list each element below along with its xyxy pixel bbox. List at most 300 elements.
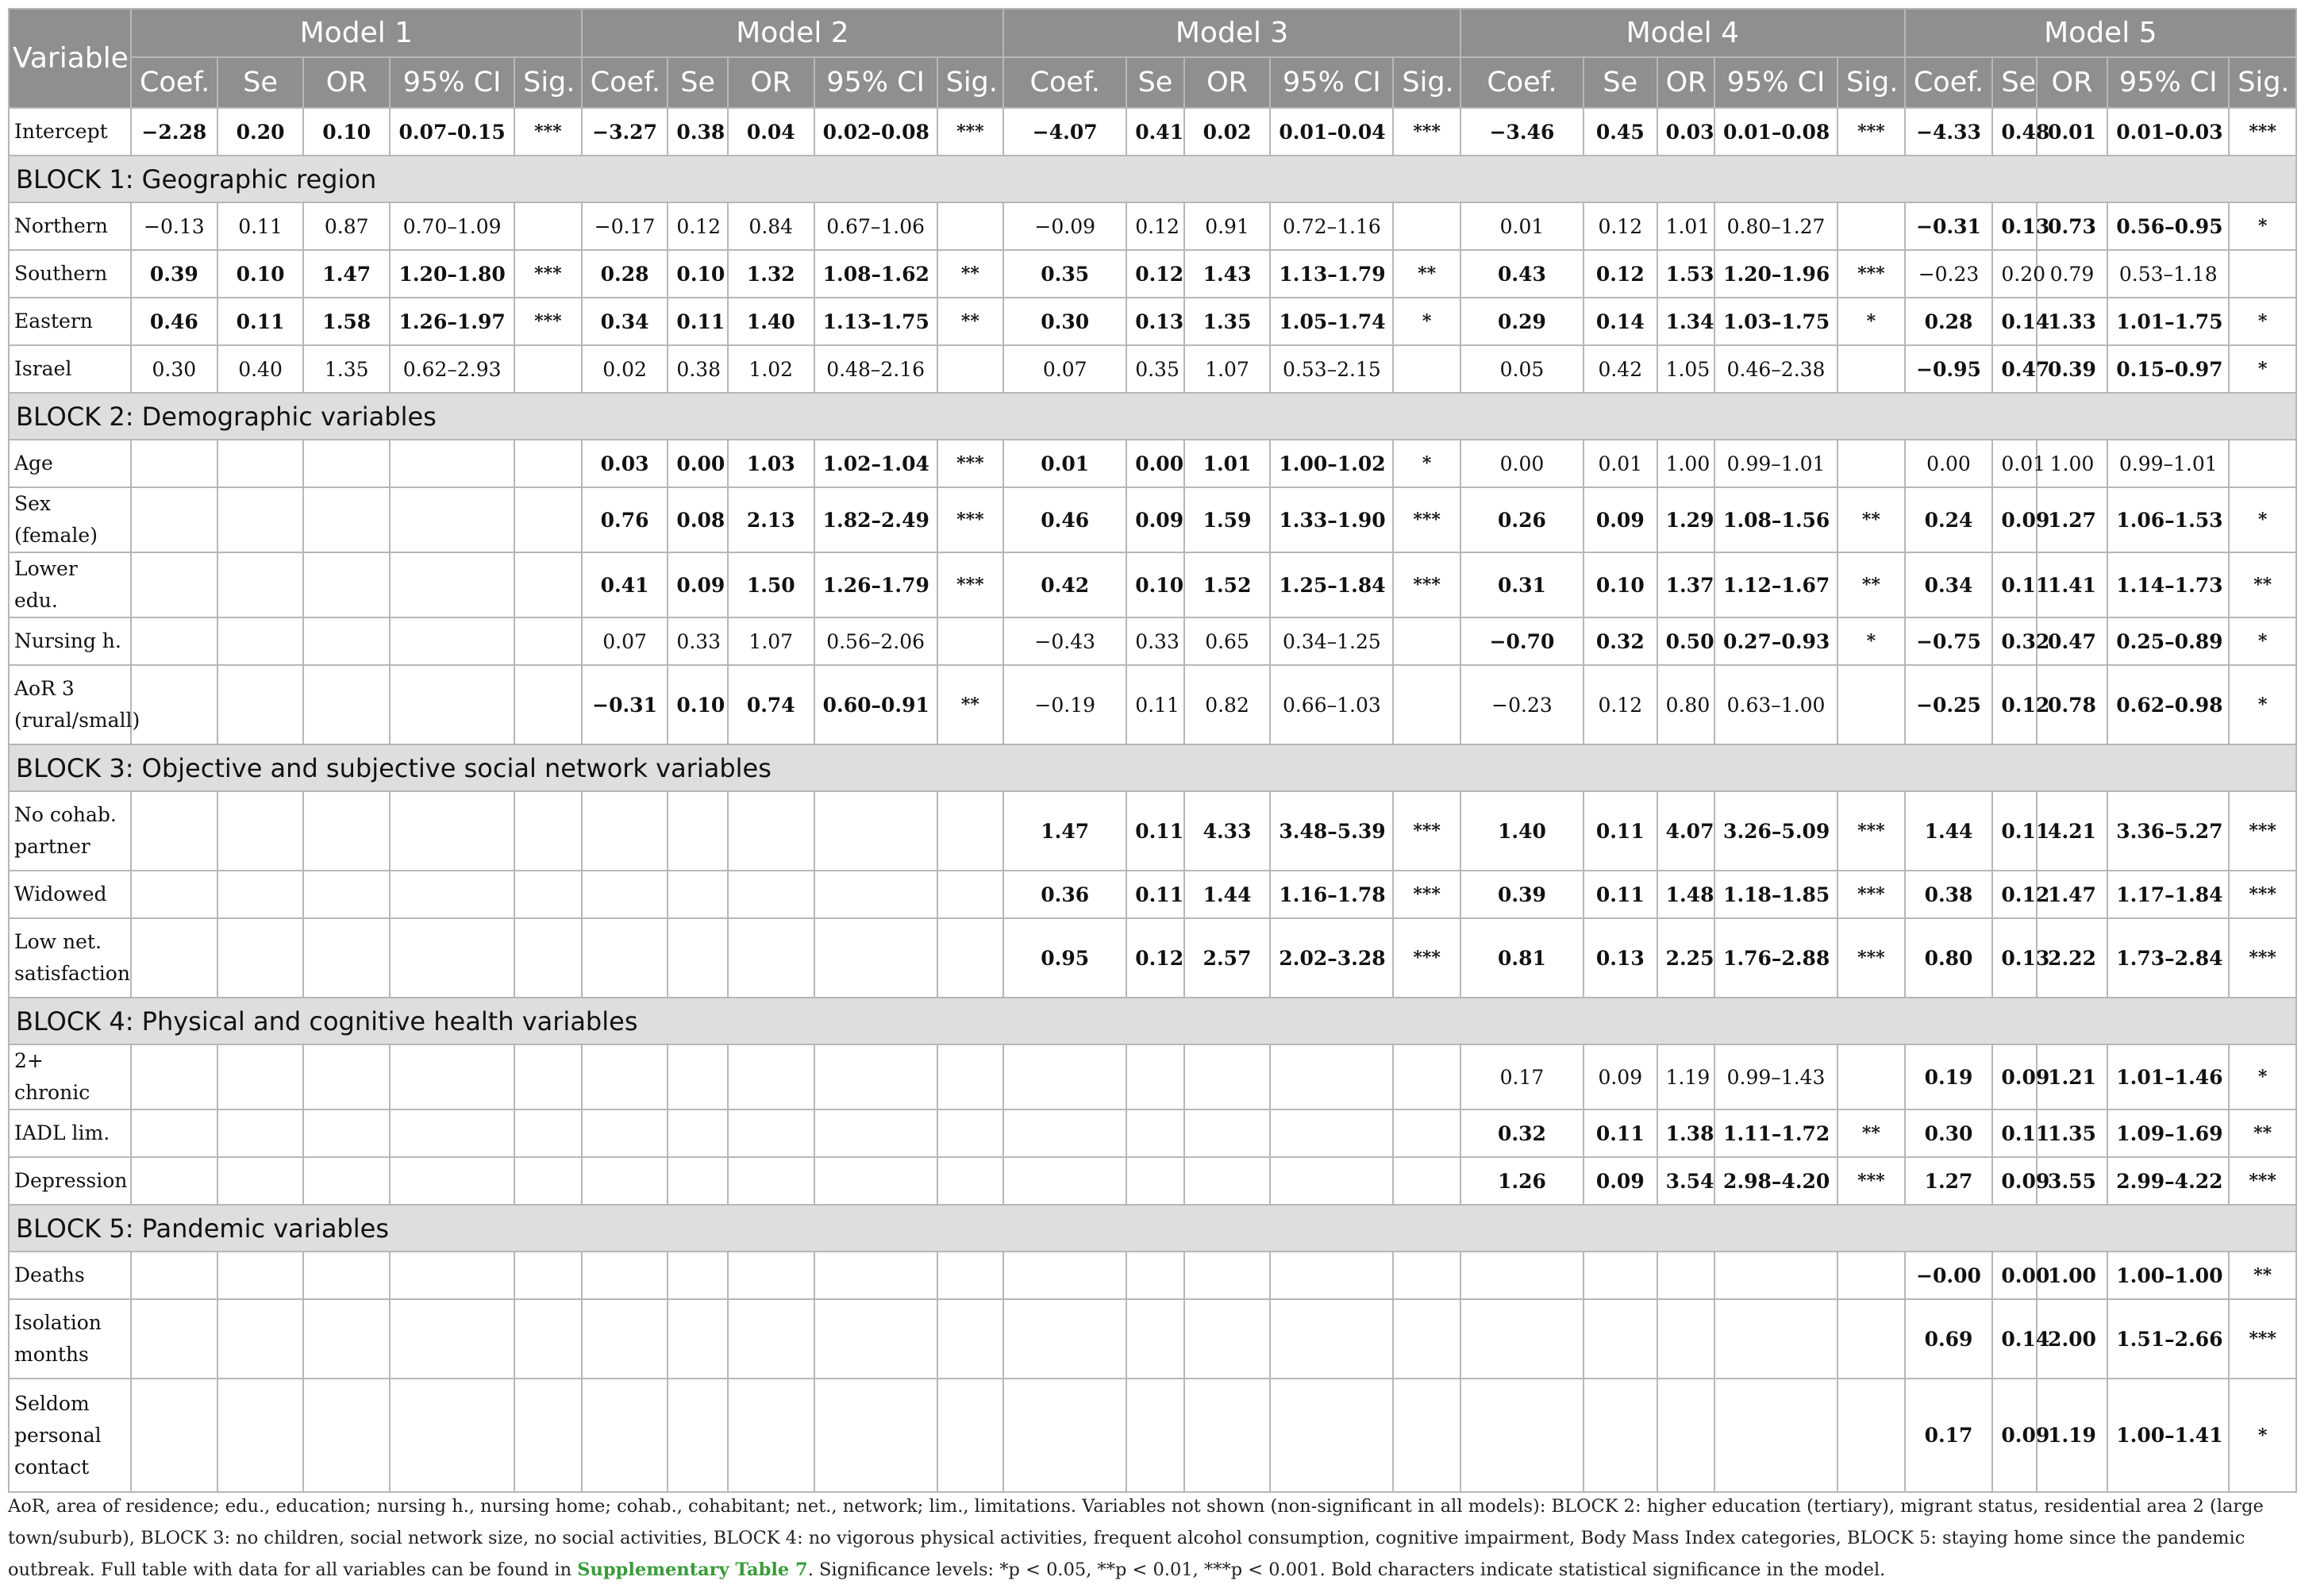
model-1-se-cell	[217, 1379, 304, 1492]
model-4-sig-cell	[1837, 1379, 1905, 1492]
model-3-coef-cell: 0.30	[1003, 298, 1126, 345]
model-5-ci-cell: 1.09–1.69	[2107, 1110, 2229, 1157]
model-3-coef-cell	[1003, 1252, 1126, 1299]
model-2-coef-cell	[582, 791, 668, 871]
row-label: Isolation months	[9, 1299, 131, 1379]
model-1-ci-cell	[390, 918, 514, 998]
model-2-or-header: OR	[728, 57, 814, 108]
model-1-ci-cell	[390, 552, 514, 617]
model-5-se-cell: 0.47	[1992, 345, 2036, 393]
model-2-coef-cell: −0.17	[582, 202, 668, 250]
model-1-coef-cell: −2.28	[131, 108, 217, 156]
model-1-sig-cell	[514, 440, 582, 487]
regression-table	[8, 8, 2297, 1493]
block-title: BLOCK 1: Geographic region	[9, 156, 2296, 202]
model-3-sig-cell: ***	[1393, 918, 1460, 998]
model-4-se-cell: 0.09	[1583, 487, 1657, 552]
model-1-ci-cell	[390, 791, 514, 871]
row-label: AoR 3 (rural/small)	[9, 665, 131, 744]
model-2-sig-cell: ***	[937, 108, 1004, 156]
model-5-se-cell: 0.09	[1992, 1379, 2036, 1492]
model-4-coef-cell: −0.70	[1460, 617, 1583, 665]
model-5-or-header: OR	[2037, 57, 2108, 108]
model-5-se-cell: 0.32	[1992, 617, 2036, 665]
model-2-sig-cell	[937, 1157, 1004, 1205]
model-2-se-cell: 0.33	[668, 617, 727, 665]
model-5-coef-cell: 0.19	[1905, 1044, 1993, 1110]
model-4-sig-cell	[1837, 202, 1905, 250]
row-label: Lower edu.	[9, 552, 131, 617]
model-1-ci-cell: 0.70–1.09	[390, 202, 514, 250]
model-4-or-cell: 1.53	[1657, 250, 1714, 298]
model-3-or-cell	[1184, 1110, 1271, 1157]
model-2-se-cell: 0.38	[668, 108, 727, 156]
model-2-ci-cell	[814, 918, 937, 998]
model-3-or-cell: 1.35	[1184, 298, 1271, 345]
model-1-ci-cell: 1.20–1.80	[390, 250, 514, 298]
model-2-or-cell	[728, 1252, 814, 1299]
model-3-sig-cell	[1393, 665, 1460, 744]
model-3-or-cell	[1184, 1157, 1271, 1205]
model-3-or-cell: 0.65	[1184, 617, 1271, 665]
model-4-se-cell	[1583, 1379, 1657, 1492]
model-1-coef-header: Coef.	[131, 57, 217, 108]
model-5-coef-cell: −0.23	[1905, 250, 1993, 298]
row-label: Widowed	[9, 871, 131, 918]
model-1-or-cell	[303, 871, 390, 918]
model-3-se-cell	[1126, 1252, 1183, 1299]
model-4-coef-cell: 0.01	[1460, 202, 1583, 250]
model-5-se-cell: 0.14	[1992, 1299, 2036, 1379]
model-4-se-cell: 0.13	[1583, 918, 1657, 998]
model-3-or-cell: 1.07	[1184, 345, 1271, 393]
model-3-se-cell	[1126, 1110, 1183, 1157]
model-4-ci-cell: 0.99–1.43	[1714, 1044, 1837, 1110]
model-5-se-cell: 0.20	[1992, 250, 2036, 298]
model-4-coef-cell: 0.29	[1460, 298, 1583, 345]
model-4-se-cell: 0.01	[1583, 440, 1657, 487]
row-label: Israel	[9, 345, 131, 393]
header-row-models	[9, 9, 2296, 57]
model-5-se-cell: 0.09	[1992, 487, 2036, 552]
model-3-ci-header: 95% CI	[1270, 57, 1393, 108]
model-3-sig-cell	[1393, 1299, 1460, 1379]
model-5-ci-cell: 1.73–2.84	[2107, 918, 2229, 998]
model-5-coef-cell: −0.75	[1905, 617, 1993, 665]
model-2-se-header: Se	[668, 57, 727, 108]
model-4-se-cell: 0.45	[1583, 108, 1657, 156]
model-4-se-cell: 0.14	[1583, 298, 1657, 345]
model-5-coef-cell: 1.44	[1905, 791, 1993, 871]
model-3-or-cell	[1184, 1379, 1271, 1492]
model-3-or-cell: 0.82	[1184, 665, 1271, 744]
model-4-or-header: OR	[1657, 57, 1714, 108]
model-2-ci-cell: 1.08–1.62	[814, 250, 937, 298]
model-2-coef-cell: 0.07	[582, 617, 668, 665]
model-3-se-cell: 0.12	[1126, 202, 1183, 250]
model-4-se-cell	[1583, 1299, 1657, 1379]
table-row	[9, 250, 2296, 298]
model-3-coef-cell: −0.19	[1003, 665, 1126, 744]
model-4-ci-cell: 1.20–1.96	[1714, 250, 1837, 298]
model-3-se-cell: 0.11	[1126, 791, 1183, 871]
model-4-or-cell: 4.07	[1657, 791, 1714, 871]
model-2-sig-cell	[937, 918, 1004, 998]
model-4-sig-cell: ***	[1837, 1157, 1905, 1205]
model-5-ci-cell: 1.06–1.53	[2107, 487, 2229, 552]
table-container	[8, 8, 2297, 1493]
model-4-coef-cell: 1.40	[1460, 791, 1583, 871]
model-2-or-cell: 1.40	[728, 298, 814, 345]
model-5-sig-cell	[2229, 440, 2296, 487]
model-3-sig-cell	[1393, 1157, 1460, 1205]
model-3-se-cell: 0.12	[1126, 918, 1183, 998]
model-4-coef-cell: −3.46	[1460, 108, 1583, 156]
model-1-sig-cell	[514, 918, 582, 998]
model-1-or-cell: 0.10	[303, 108, 390, 156]
model-4-or-cell	[1657, 1379, 1714, 1492]
model-1-sig-cell	[514, 1299, 582, 1379]
model-2-coef-cell: 0.28	[582, 250, 668, 298]
model-2-or-cell	[728, 1379, 814, 1492]
model-5-coef-cell: 0.34	[1905, 552, 1993, 617]
model-2-or-cell: 2.13	[728, 487, 814, 552]
model-3-ci-cell: 0.01–0.04	[1270, 108, 1393, 156]
model-2-se-cell	[668, 1252, 727, 1299]
block-header-row	[9, 1205, 2296, 1252]
model-3-ci-cell: 0.66–1.03	[1270, 665, 1393, 744]
model-1-se-cell	[217, 1252, 304, 1299]
model-5-or-cell: 0.78	[2037, 665, 2108, 744]
model-3-coef-cell	[1003, 1110, 1126, 1157]
model-3-ci-cell	[1270, 1044, 1393, 1110]
model-5-or-cell: 0.73	[2037, 202, 2108, 250]
model-5-or-cell: 2.00	[2037, 1299, 2108, 1379]
model-4-or-cell: 3.54	[1657, 1157, 1714, 1205]
model-2-sig-cell	[937, 791, 1004, 871]
model-2-or-cell	[728, 871, 814, 918]
model-1-or-cell	[303, 617, 390, 665]
block-title: BLOCK 4: Physical and cognitive health variables	[9, 998, 2296, 1044]
model-1-ci-header: 95% CI	[390, 57, 514, 108]
model-1-coef-cell	[131, 487, 217, 552]
model-1-sig-cell	[514, 345, 582, 393]
model-1-coef-cell	[131, 871, 217, 918]
model-1-or-cell	[303, 1110, 390, 1157]
model-2-sig-cell: **	[937, 298, 1004, 345]
model-5-se-cell: 0.11	[1992, 791, 2036, 871]
model-2-sig-cell: **	[937, 665, 1004, 744]
model-2-sig-cell: ***	[937, 440, 1004, 487]
model-3-ci-cell: 0.53–2.15	[1270, 345, 1393, 393]
model-3-sig-cell	[1393, 345, 1460, 393]
block-header-row	[9, 998, 2296, 1044]
model-2-or-cell	[728, 1110, 814, 1157]
model-3-coef-cell	[1003, 1157, 1126, 1205]
model-1-coef-cell: −0.13	[131, 202, 217, 250]
model-5-sig-cell: *	[2229, 345, 2296, 393]
model-3-sig-cell	[1393, 1110, 1460, 1157]
model-2-ci-cell	[814, 1379, 937, 1492]
model-2-ci-cell	[814, 1299, 937, 1379]
model-4-or-cell	[1657, 1252, 1714, 1299]
table-footnote	[8, 1490, 2297, 1586]
model-2-se-cell: 0.11	[668, 298, 727, 345]
model-1-ci-cell	[390, 1044, 514, 1110]
model-2-sig-cell	[937, 871, 1004, 918]
model-3-sig-cell: **	[1393, 250, 1460, 298]
model-4-se-header: Se	[1583, 57, 1657, 108]
model-3-sig-cell	[1393, 1252, 1460, 1299]
model-2-se-cell	[668, 1299, 727, 1379]
model-2-se-cell	[668, 1379, 727, 1492]
table-row	[9, 1252, 2296, 1299]
model-1-sig-cell	[514, 617, 582, 665]
model-5-ci-cell: 0.53–1.18	[2107, 250, 2229, 298]
model-4-sig-cell: ***	[1837, 108, 1905, 156]
model-2-se-cell	[668, 1044, 727, 1110]
model-5-sig-cell: *	[2229, 202, 2296, 250]
model-1-coef-cell	[131, 617, 217, 665]
model-1-se-cell: 0.20	[217, 108, 304, 156]
model-4-or-cell: 1.01	[1657, 202, 1714, 250]
model-1-coef-cell: 0.46	[131, 298, 217, 345]
model-1-header: Model 1	[131, 9, 582, 57]
table-row	[9, 665, 2296, 744]
supplementary-table-link[interactable]: Supplementary Table 7	[577, 1559, 808, 1580]
table-row	[9, 298, 2296, 345]
block-header-row	[9, 744, 2296, 791]
model-3-se-cell: 0.35	[1126, 345, 1183, 393]
model-2-ci-cell: 1.82–2.49	[814, 487, 937, 552]
model-3-se-cell	[1126, 1299, 1183, 1379]
model-5-coef-cell: 0.00	[1905, 440, 1993, 487]
model-3-coef-cell	[1003, 1299, 1126, 1379]
model-5-or-cell: 1.33	[2037, 298, 2108, 345]
model-4-sig-cell	[1837, 665, 1905, 744]
model-2-sig-cell	[937, 1110, 1004, 1157]
model-1-sig-cell	[514, 202, 582, 250]
model-3-or-cell: 1.59	[1184, 487, 1271, 552]
model-3-coef-cell: 0.42	[1003, 552, 1126, 617]
model-5-se-cell: 0.11	[1992, 1110, 2036, 1157]
model-5-or-cell: 1.27	[2037, 487, 2108, 552]
row-label: Northern	[9, 202, 131, 250]
model-2-sig-cell: **	[937, 250, 1004, 298]
model-3-or-cell: 1.43	[1184, 250, 1271, 298]
row-label: Intercept	[9, 108, 131, 156]
model-2-ci-cell: 0.60–0.91	[814, 665, 937, 744]
model-1-or-cell	[303, 918, 390, 998]
model-2-se-cell: 0.12	[668, 202, 727, 250]
model-4-sig-cell: ***	[1837, 791, 1905, 871]
model-5-sig-cell: **	[2229, 552, 2296, 617]
model-5-coef-cell: −0.31	[1905, 202, 1993, 250]
model-2-se-cell	[668, 791, 727, 871]
model-1-or-cell	[303, 1044, 390, 1110]
model-4-coef-cell: 0.39	[1460, 871, 1583, 918]
model-1-se-cell	[217, 552, 304, 617]
model-2-sig-cell	[937, 345, 1004, 393]
model-5-header: Model 5	[1905, 9, 2296, 57]
model-2-coef-cell: 0.41	[582, 552, 668, 617]
model-2-coef-cell: −3.27	[582, 108, 668, 156]
model-1-or-cell	[303, 552, 390, 617]
table-row	[9, 487, 2296, 552]
model-2-se-cell	[668, 918, 727, 998]
model-3-ci-cell: 1.25–1.84	[1270, 552, 1393, 617]
model-1-or-cell	[303, 440, 390, 487]
model-1-ci-cell: 0.07–0.15	[390, 108, 514, 156]
model-1-se-cell: 0.11	[217, 202, 304, 250]
model-1-sig-cell: ***	[514, 298, 582, 345]
model-1-sig-cell	[514, 871, 582, 918]
model-5-coef-cell: −0.95	[1905, 345, 1993, 393]
model-3-se-header: Se	[1126, 57, 1183, 108]
model-4-ci-cell: 1.12–1.67	[1714, 552, 1837, 617]
model-5-sig-cell: *	[2229, 1379, 2296, 1492]
model-4-ci-cell: 1.08–1.56	[1714, 487, 1837, 552]
model-5-ci-cell: 1.51–2.66	[2107, 1299, 2229, 1379]
row-label: Seldom personal contact	[9, 1379, 131, 1492]
model-2-ci-cell	[814, 871, 937, 918]
model-5-coef-cell: 0.80	[1905, 918, 1993, 998]
model-4-or-cell: 1.19	[1657, 1044, 1714, 1110]
model-2-ci-cell: 0.56–2.06	[814, 617, 937, 665]
model-3-ci-cell: 0.72–1.16	[1270, 202, 1393, 250]
model-5-coef-cell: 0.30	[1905, 1110, 1993, 1157]
model-2-sig-cell	[937, 1252, 1004, 1299]
model-2-ci-cell	[814, 1157, 937, 1205]
model-1-coef-cell	[131, 918, 217, 998]
model-5-or-cell: 0.39	[2037, 345, 2108, 393]
model-5-ci-cell: 1.17–1.84	[2107, 871, 2229, 918]
table-row	[9, 202, 2296, 250]
model-5-sig-cell: **	[2229, 1110, 2296, 1157]
model-1-sig-cell: ***	[514, 108, 582, 156]
model-1-or-cell: 0.87	[303, 202, 390, 250]
model-4-coef-cell: 0.17	[1460, 1044, 1583, 1110]
model-5-se-cell: 0.00	[1992, 1252, 2036, 1299]
model-4-coef-cell: 0.26	[1460, 487, 1583, 552]
model-2-se-cell	[668, 1110, 727, 1157]
model-5-sig-cell: *	[2229, 487, 2296, 552]
model-1-coef-cell	[131, 1044, 217, 1110]
model-3-coef-cell: −0.43	[1003, 617, 1126, 665]
model-4-or-cell: 2.25	[1657, 918, 1714, 998]
row-label: Eastern	[9, 298, 131, 345]
model-1-coef-cell: 0.39	[131, 250, 217, 298]
model-5-coef-cell: 0.69	[1905, 1299, 1993, 1379]
model-5-ci-cell: 3.36–5.27	[2107, 791, 2229, 871]
model-3-se-cell	[1126, 1379, 1183, 1492]
model-4-coef-cell: 0.00	[1460, 440, 1583, 487]
model-2-ci-cell: 1.26–1.79	[814, 552, 937, 617]
model-5-coef-cell: −0.25	[1905, 665, 1993, 744]
table-row	[9, 1044, 2296, 1110]
model-3-sig-cell	[1393, 1379, 1460, 1492]
model-3-coef-cell: 0.46	[1003, 487, 1126, 552]
model-1-or-cell	[303, 1299, 390, 1379]
model-4-ci-cell: 0.01–0.08	[1714, 108, 1837, 156]
model-1-or-header: OR	[303, 57, 390, 108]
model-4-or-cell: 0.03	[1657, 108, 1714, 156]
model-3-se-cell	[1126, 1157, 1183, 1205]
model-4-or-cell: 1.48	[1657, 871, 1714, 918]
model-1-ci-cell: 0.62–2.93	[390, 345, 514, 393]
model-1-ci-cell	[390, 617, 514, 665]
model-1-ci-cell	[390, 1252, 514, 1299]
model-4-ci-cell	[1714, 1379, 1837, 1492]
model-3-sig-cell: ***	[1393, 487, 1460, 552]
model-5-se-cell: 0.11	[1992, 552, 2036, 617]
model-1-or-cell: 1.47	[303, 250, 390, 298]
model-3-ci-cell: 2.02–3.28	[1270, 918, 1393, 998]
model-5-sig-cell: **	[2229, 1252, 2296, 1299]
block-title: BLOCK 2: Demographic variables	[9, 393, 2296, 440]
model-1-coef-cell	[131, 1299, 217, 1379]
model-3-coef-cell: 0.01	[1003, 440, 1126, 487]
model-3-sig-cell	[1393, 1044, 1460, 1110]
model-2-coef-cell: 0.34	[582, 298, 668, 345]
model-2-coef-cell: 0.03	[582, 440, 668, 487]
model-2-sig-cell: ***	[937, 552, 1004, 617]
model-2-ci-cell	[814, 791, 937, 871]
model-1-sig-cell	[514, 1110, 582, 1157]
model-3-se-cell: 0.11	[1126, 665, 1183, 744]
model-2-or-cell: 1.03	[728, 440, 814, 487]
model-2-header: Model 2	[582, 9, 1003, 57]
model-5-se-cell: 0.13	[1992, 202, 2036, 250]
model-3-ci-cell	[1270, 1299, 1393, 1379]
model-3-se-cell	[1126, 1044, 1183, 1110]
model-5-ci-cell: 0.99–1.01	[2107, 440, 2229, 487]
model-3-sig-cell: ***	[1393, 791, 1460, 871]
model-5-or-cell: 3.55	[2037, 1157, 2108, 1205]
model-1-ci-cell: 1.26–1.97	[390, 298, 514, 345]
model-1-coef-cell	[131, 1252, 217, 1299]
model-1-ci-cell	[390, 440, 514, 487]
model-2-coef-cell	[582, 871, 668, 918]
model-4-coef-cell	[1460, 1379, 1583, 1492]
model-5-sig-cell: *	[2229, 298, 2296, 345]
model-1-sig-cell	[514, 665, 582, 744]
model-2-se-cell: 0.10	[668, 250, 727, 298]
model-1-sig-cell	[514, 791, 582, 871]
model-4-or-cell: 1.34	[1657, 298, 1714, 345]
model-5-coef-cell: 1.27	[1905, 1157, 1993, 1205]
model-5-ci-cell: 1.00–1.00	[2107, 1252, 2229, 1299]
model-4-se-cell: 0.10	[1583, 552, 1657, 617]
model-4-or-cell: 1.37	[1657, 552, 1714, 617]
model-4-sig-cell	[1837, 345, 1905, 393]
model-1-or-cell	[303, 665, 390, 744]
footnote-significance: . Significance levels: *p < 0.05, **p < 0.01, ***p < 0.001. Bold characters indicate statistical significance in the model.	[807, 1559, 1886, 1580]
model-1-coef-cell	[131, 1157, 217, 1205]
model-4-sig-cell: ***	[1837, 871, 1905, 918]
model-2-coef-cell: 0.02	[582, 345, 668, 393]
model-5-se-header: Se	[1992, 57, 2036, 108]
model-4-se-cell: 0.12	[1583, 202, 1657, 250]
model-2-se-cell: 0.38	[668, 345, 727, 393]
model-3-or-cell	[1184, 1252, 1271, 1299]
variable-header: Variable	[9, 9, 131, 108]
model-4-ci-cell: 2.98–4.20	[1714, 1157, 1837, 1205]
model-1-coef-cell	[131, 665, 217, 744]
model-3-sig-cell: ***	[1393, 871, 1460, 918]
model-3-se-cell: 0.11	[1126, 871, 1183, 918]
model-2-coef-cell	[582, 1252, 668, 1299]
